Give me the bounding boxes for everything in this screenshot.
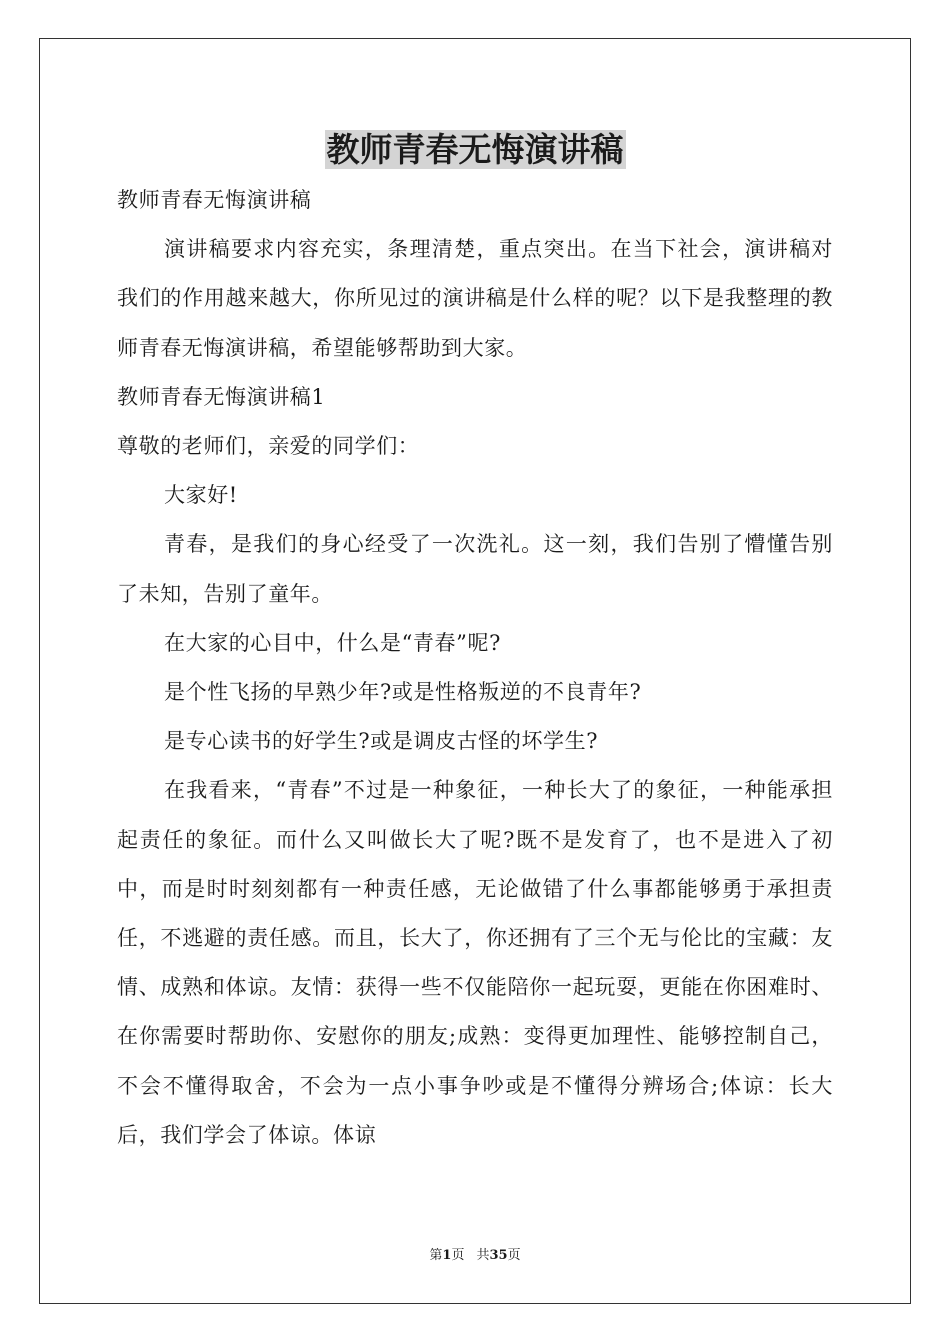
paragraph-greeting: 大家好!: [164, 483, 238, 508]
paragraph-body: 是个性飞扬的早熟少年?或是性格叛逆的不良青年?: [164, 680, 642, 705]
footer-page-suffix: 页: [451, 1248, 465, 1263]
footer-total-suffix: 页: [507, 1248, 521, 1263]
paragraph-body: 青春，是我们的身心经受了一次洗礼。这一刻，我们告别了懵懂告别了未知，告别了童年。: [117, 532, 833, 606]
paragraph-section-heading: 教师青春无悔演讲稿1: [117, 384, 326, 409]
footer-total-pages: 35: [489, 1248, 508, 1263]
page-footer: [0, 1247, 950, 1265]
paragraph-subtitle: 教师青春无悔演讲稿: [117, 188, 312, 212]
paragraph-body: 是专心读书的好学生?或是调皮古怪的坏学生?: [164, 729, 599, 754]
paragraph-body: 在我看来，“青春”不过是一种象征，一种长大了的象征，一种能承担起责任的象征。而什么又叫做长大了呢?既不是发育了，也不是进入了初中，而是时时刻刻都有一种责任感，无论做错了什么事都能够勇于承担责任，不逃避的责任感。而且，长大了，你还拥有了三个无与伦比的宝藏：友情、成熟和体谅。友情：获得一些不仅能陪你一起玩耍，更能在你困难时、在你需要时帮助你、安慰你的朋友;成熟：变得更加理性、能够控制自己，不会不懂得取舍，不会为一点小事争吵或是不懂得分辨场合;体谅：长大后，我们学会了体谅。体谅: [117, 778, 833, 1147]
paragraph-intro: 演讲稿要求内容充实，条理清楚，重点突出。在当下社会，演讲稿对我们的作用越来越大，你所见过的演讲稿是什么样的呢？以下是我整理的教师青春无悔演讲稿，希望能够帮助到大家。: [117, 237, 833, 360]
footer-page-prefix: 第: [429, 1248, 443, 1263]
document-title: [0, 126, 950, 174]
paragraph-salutation: 尊敬的老师们，亲爱的同学们：: [117, 434, 420, 459]
footer-page-number: 1: [442, 1248, 452, 1263]
document-body: [117, 176, 833, 1160]
document-title-text: 教师青春无悔演讲稿: [326, 130, 624, 169]
paragraph-body: 在大家的心目中，什么是“青春”呢?: [164, 630, 501, 655]
footer-total-prefix: 共: [476, 1248, 490, 1263]
